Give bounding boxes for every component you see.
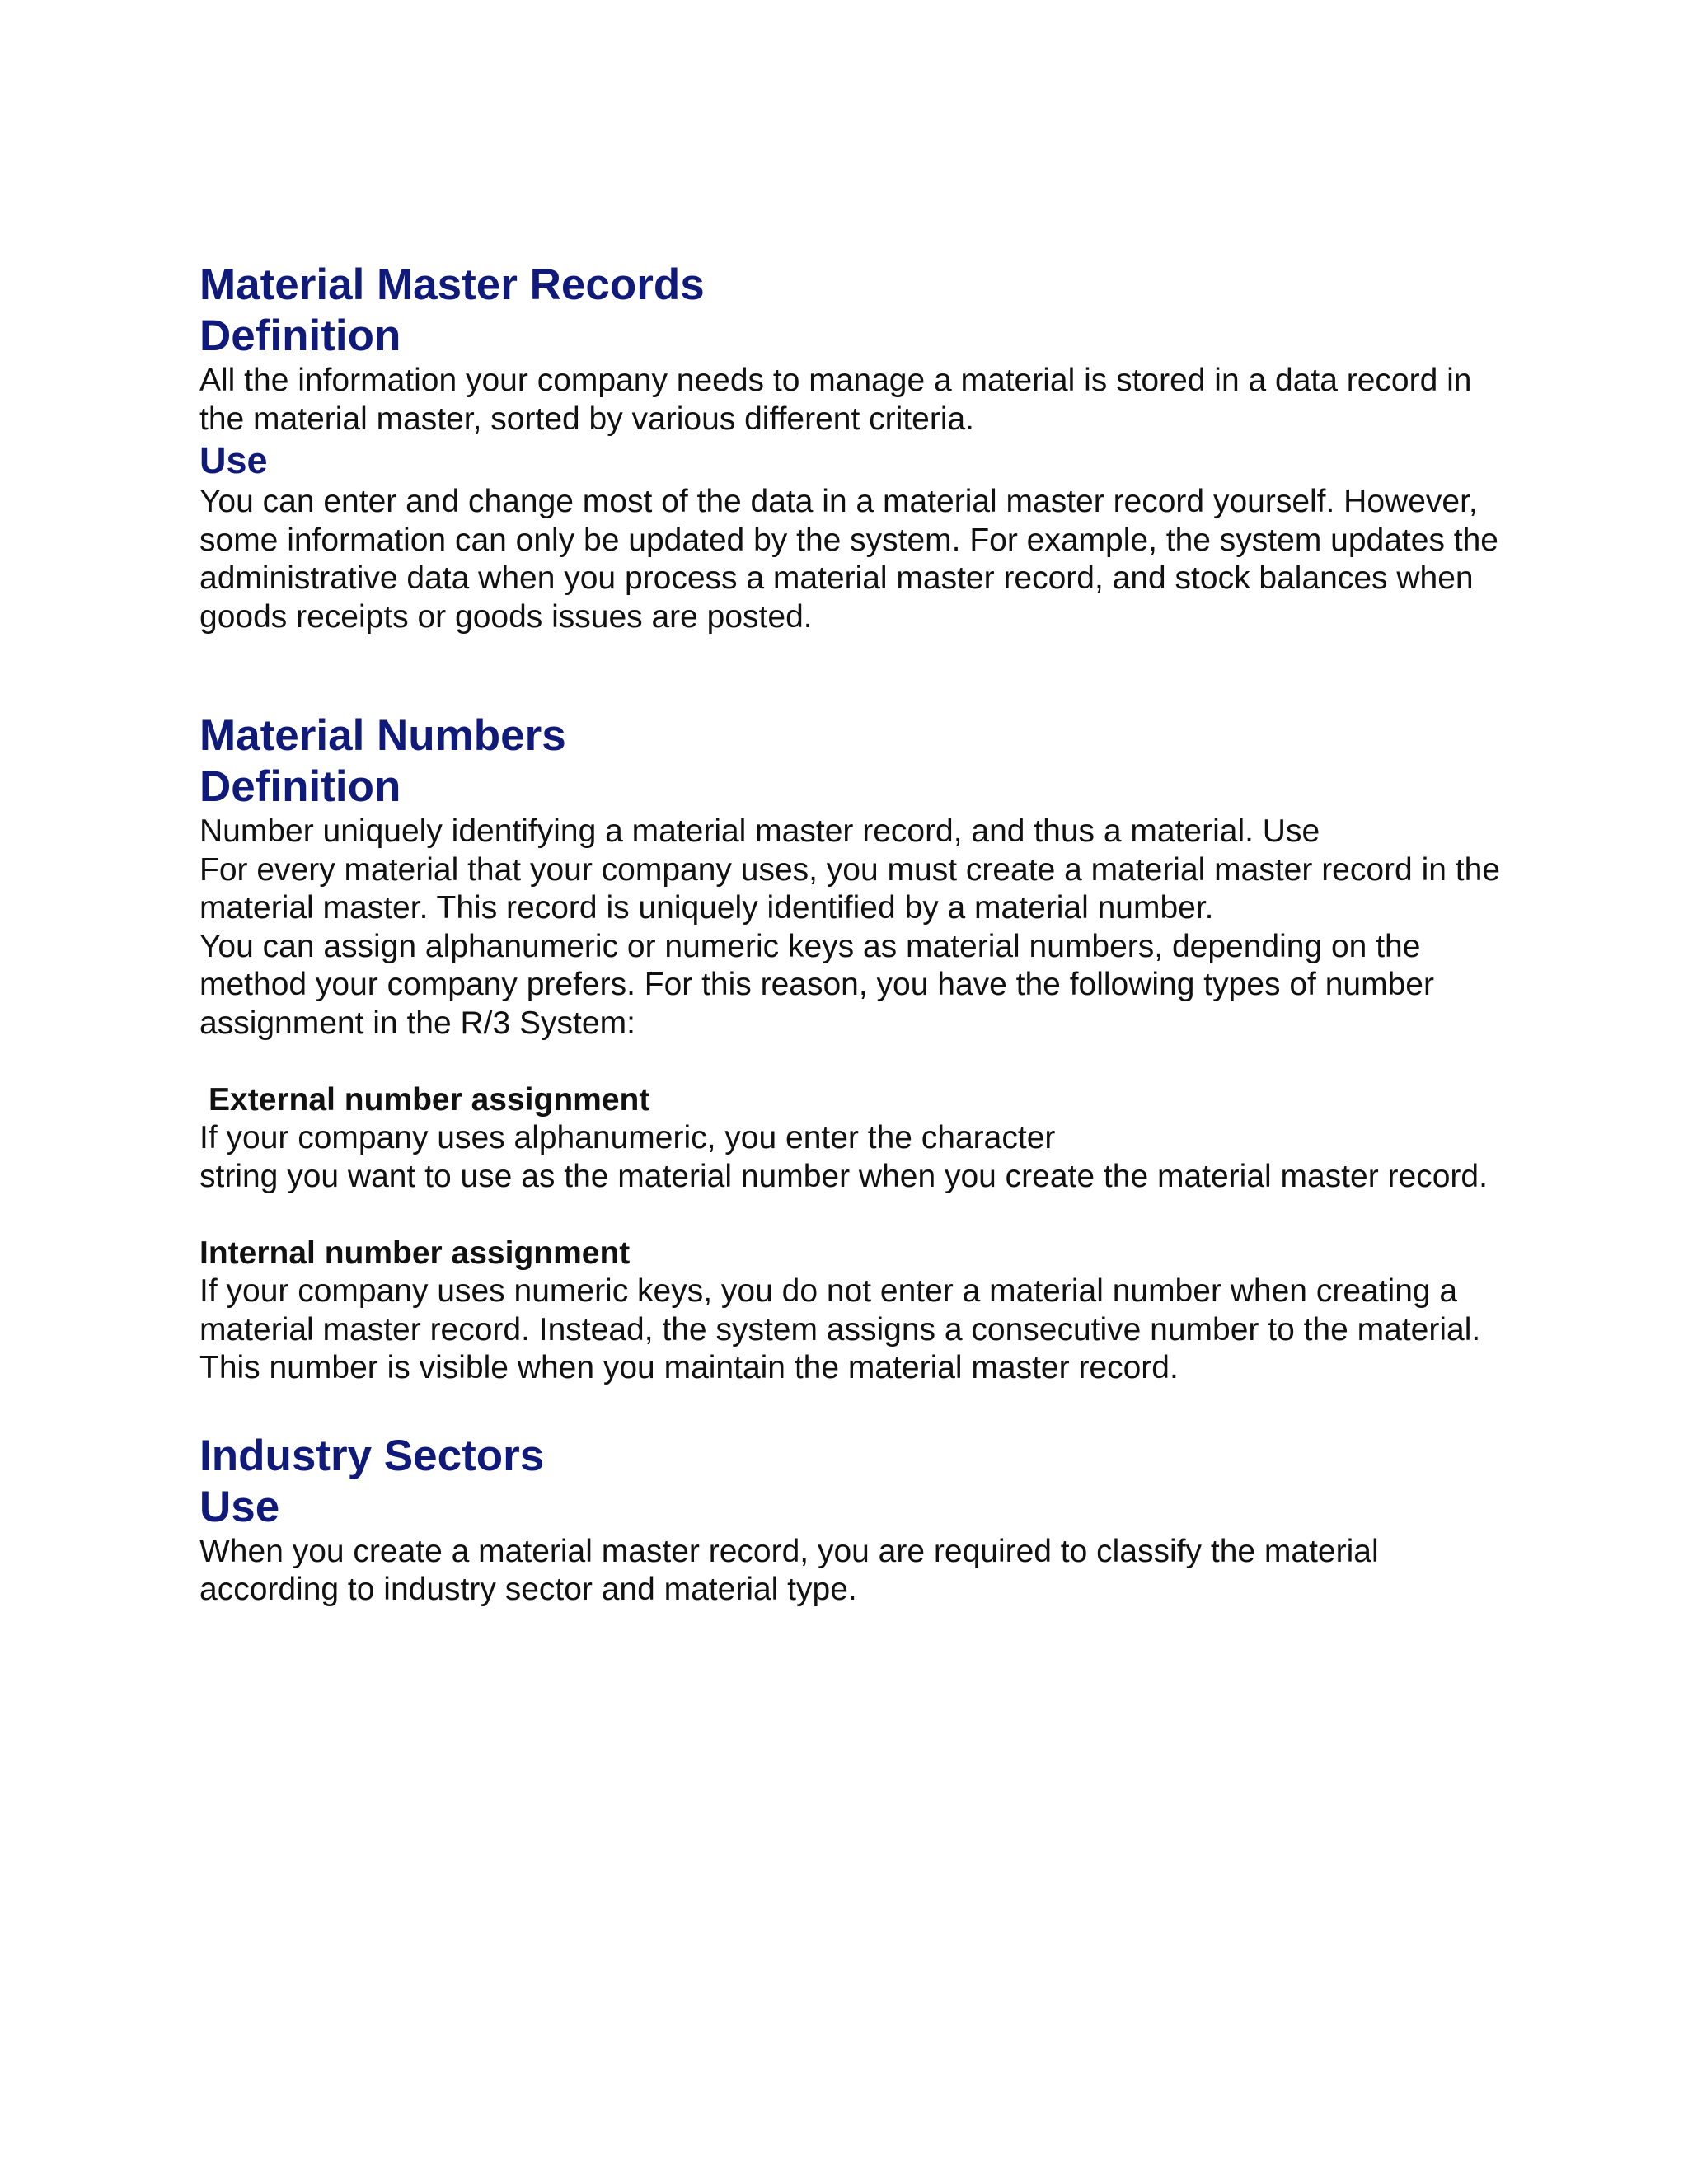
section-title: Material Numbers	[199, 711, 566, 760]
definition-paragraph: You can assign alphanumeric or numeric keys as material numbers, depending on the method your company prefers. For this reason, you have the following types of number assignment in the R/3 System:	[199, 928, 1434, 1041]
document-page	[199, 260, 1518, 1610]
definition-paragraph: Number uniquely identifying a material master record, and thus a material. Use	[199, 813, 1320, 849]
definition-heading: Definition	[199, 762, 401, 811]
definition-heading: Definition	[199, 312, 401, 360]
section-title: Industry Sectors	[199, 1431, 545, 1480]
section-industry-sectors	[199, 1431, 1518, 1610]
external-number-text-line1: If your company uses alphanumeric, you enter the character	[199, 1120, 1056, 1155]
section-material-numbers	[199, 710, 1518, 1388]
section-spacer	[199, 1388, 1518, 1431]
section-material-master-records	[199, 260, 1518, 636]
external-number-text: string you want to use as the material number when you create the material master record.	[199, 1158, 1488, 1194]
internal-number-text: If your company uses numeric keys, you do not enter a material number when creating a material master record. Instead, the system assigns a consecutive number to the material. This number is visible when you maintain the material master record.	[199, 1273, 1481, 1385]
use-heading: Use	[199, 1482, 280, 1531]
use-text: You can enter and change most of the data in a material master record yourself. However, some information can only be updated by the system. For example, the system updates the administrative data when you process a material master record, and stock balances when goods receipts or goods issues are posted.	[199, 484, 1498, 635]
internal-number-heading: Internal number assignment	[199, 1235, 631, 1271]
definition-text: All the information your company needs to manage a material is stored in a data record in the material master, sorted by various different criteria.	[199, 363, 1472, 437]
paragraph-spacer	[199, 1043, 1518, 1081]
use-heading: Use	[199, 439, 268, 481]
section-title: Material Master Records	[199, 260, 705, 309]
definition-paragraph: For every material that your company uses, you must create a material master record in the material master. This record is uniquely identified by a material number.	[199, 851, 1500, 926]
section-spacer	[199, 636, 1518, 710]
use-text: When you create a material master record, you are required to classify the material according to industry sector and material type.	[199, 1533, 1379, 1607]
paragraph-spacer	[199, 1196, 1518, 1235]
external-number-heading: External number assignment	[209, 1081, 650, 1118]
